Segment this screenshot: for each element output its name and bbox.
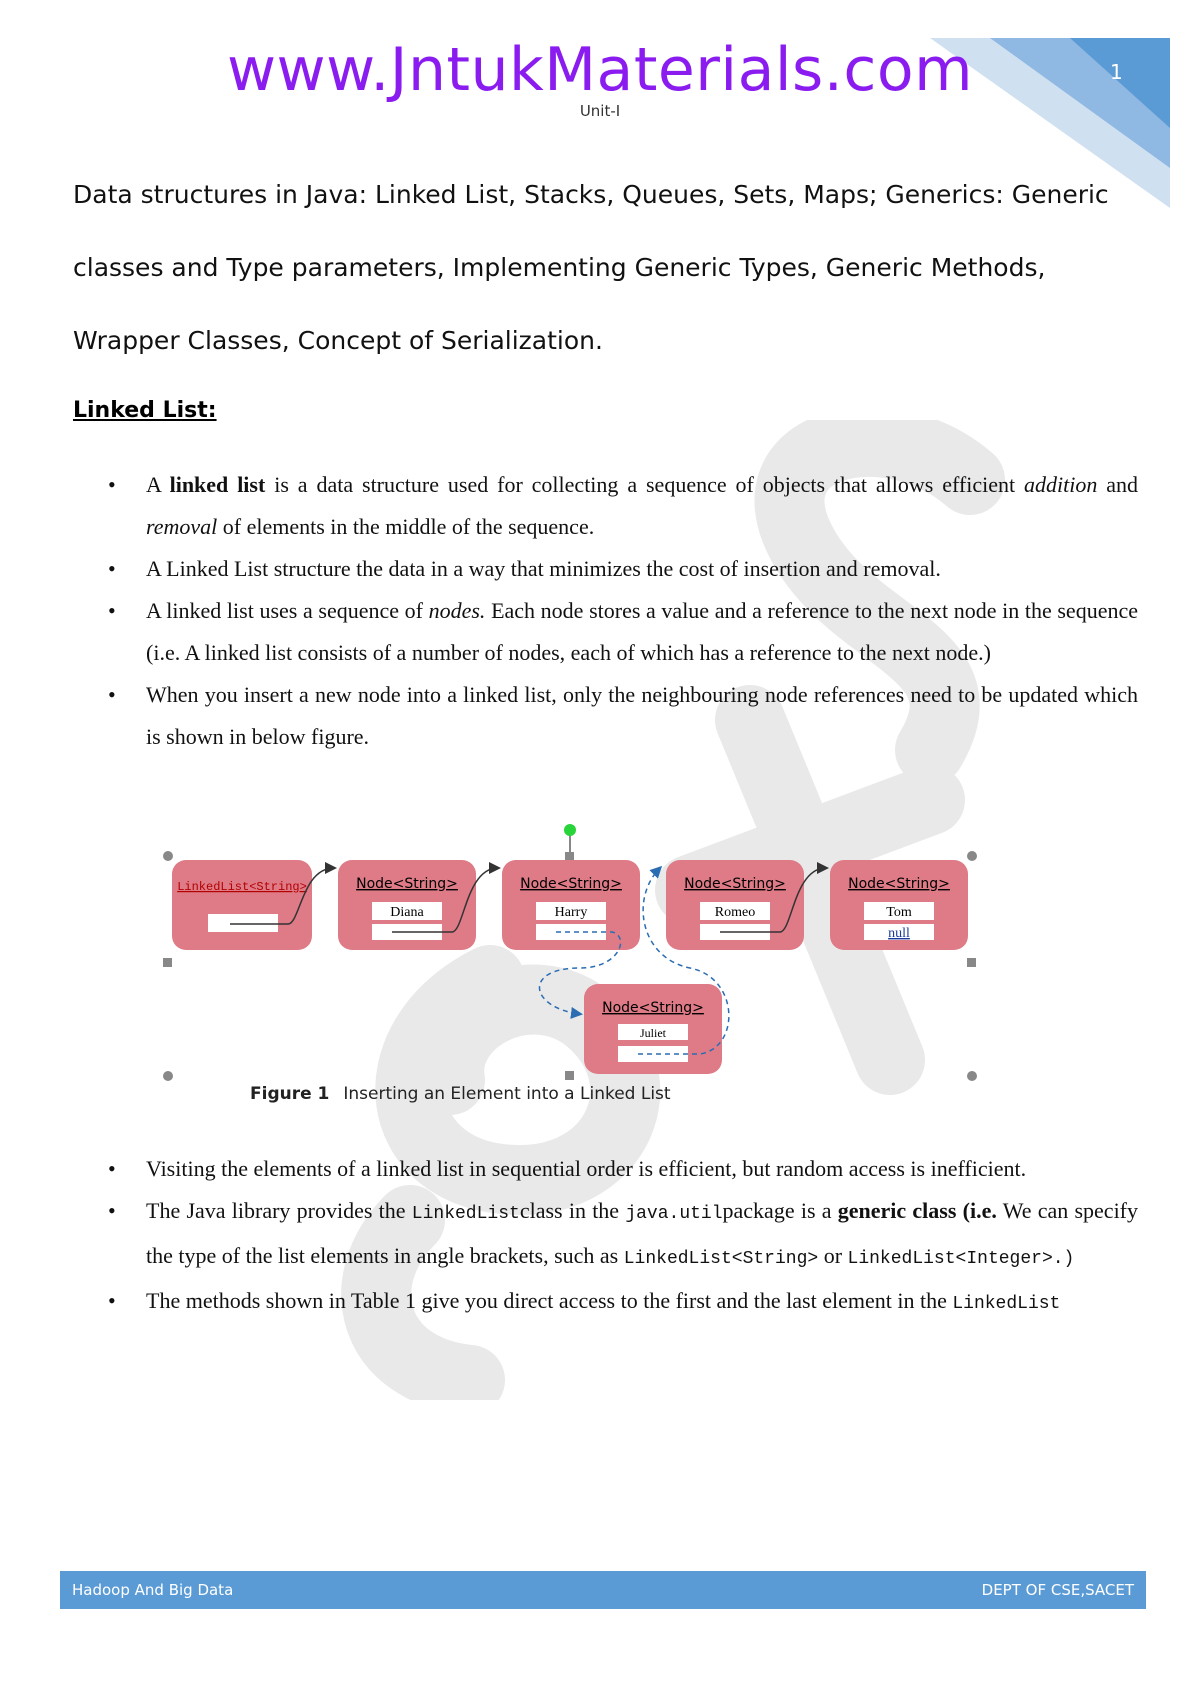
node-value: Diana (390, 905, 424, 920)
list-item: • When you insert a new node into a linked list, only the neighbouring node references need to be updated which is shown in below figure. (108, 674, 1138, 758)
page-footer (60, 1571, 1146, 1609)
null-label: null (888, 926, 910, 941)
list-item: • A linked list uses a sequence of nodes. Each node stores a value and a reference to the next node in the sequence (i.e. A linked list consists of a number of nodes, each of which has a reference to the next node.) (108, 590, 1138, 674)
node-label: Node<String> (356, 876, 458, 892)
list-item: • The Java library provides the LinkedListclass in the java.utilpackage is a generic class (i.e. We can specify the type of the list elements in angle brackets, such as LinkedList<String> or LinkedList<Integer>.) (108, 1190, 1138, 1280)
caption-number: Figure 1 (250, 1084, 330, 1104)
node-diana (338, 860, 476, 950)
node-value: Tom (886, 905, 912, 920)
figure-caption (250, 1084, 671, 1104)
section-heading: Linked List: (73, 398, 217, 423)
page-number: 1 (1110, 60, 1123, 84)
node-label: Node<String> (602, 1000, 704, 1016)
node-value: Romeo (714, 905, 756, 920)
head-label: LinkedList<String> (177, 880, 307, 894)
footer-course: Hadoop And Big Data (72, 1581, 234, 1599)
bullet-list (108, 1148, 1138, 1325)
node-label: Node<String> (848, 876, 950, 892)
bullet-list (108, 464, 1138, 758)
syllabus-line: classes and Type parameters, Implementing Generic Types, Generic Methods, (73, 253, 1046, 282)
node-value: Harry (554, 905, 588, 920)
list-item: • The methods shown in Table 1 give you direct access to the first and the last element in the LinkedList (108, 1280, 1138, 1325)
linked-list-figure (160, 818, 980, 1118)
caption-text: Inserting an Element into a Linked List (343, 1084, 671, 1104)
list-item: • Visiting the elements of a linked list in sequential order is efficient, but random access is inefficient. (108, 1148, 1138, 1190)
syllabus-line: Data structures in Java: Linked List, Stacks, Queues, Sets, Maps; Generics: Generic (73, 180, 1109, 209)
node-juliet (584, 984, 722, 1074)
list-item: • A Linked List structure the data in a way that minimizes the cost of insertion and removal. (108, 548, 1138, 590)
node-value: Juliet (640, 1026, 666, 1040)
node-tom (830, 860, 968, 950)
node-label: Node<String> (520, 876, 622, 892)
rotate-handle (564, 824, 576, 836)
footer-department: DEPT OF CSE,SACET (981, 1581, 1134, 1599)
unit-syllabus (73, 158, 1133, 377)
node-romeo (666, 860, 804, 950)
syllabus-line: Wrapper Classes, Concept of Serialization. (73, 326, 603, 355)
head-node (172, 860, 312, 950)
list-item: • A linked list is a data structure used for collecting a sequence of objects that allows efficient addition and removal of elements in the middle of the sequence. (108, 464, 1138, 548)
node-label: Node<String> (684, 876, 786, 892)
site-title[interactable]: www.JntukMaterials.com (226, 35, 974, 105)
unit-label: Unit-I (579, 102, 621, 120)
